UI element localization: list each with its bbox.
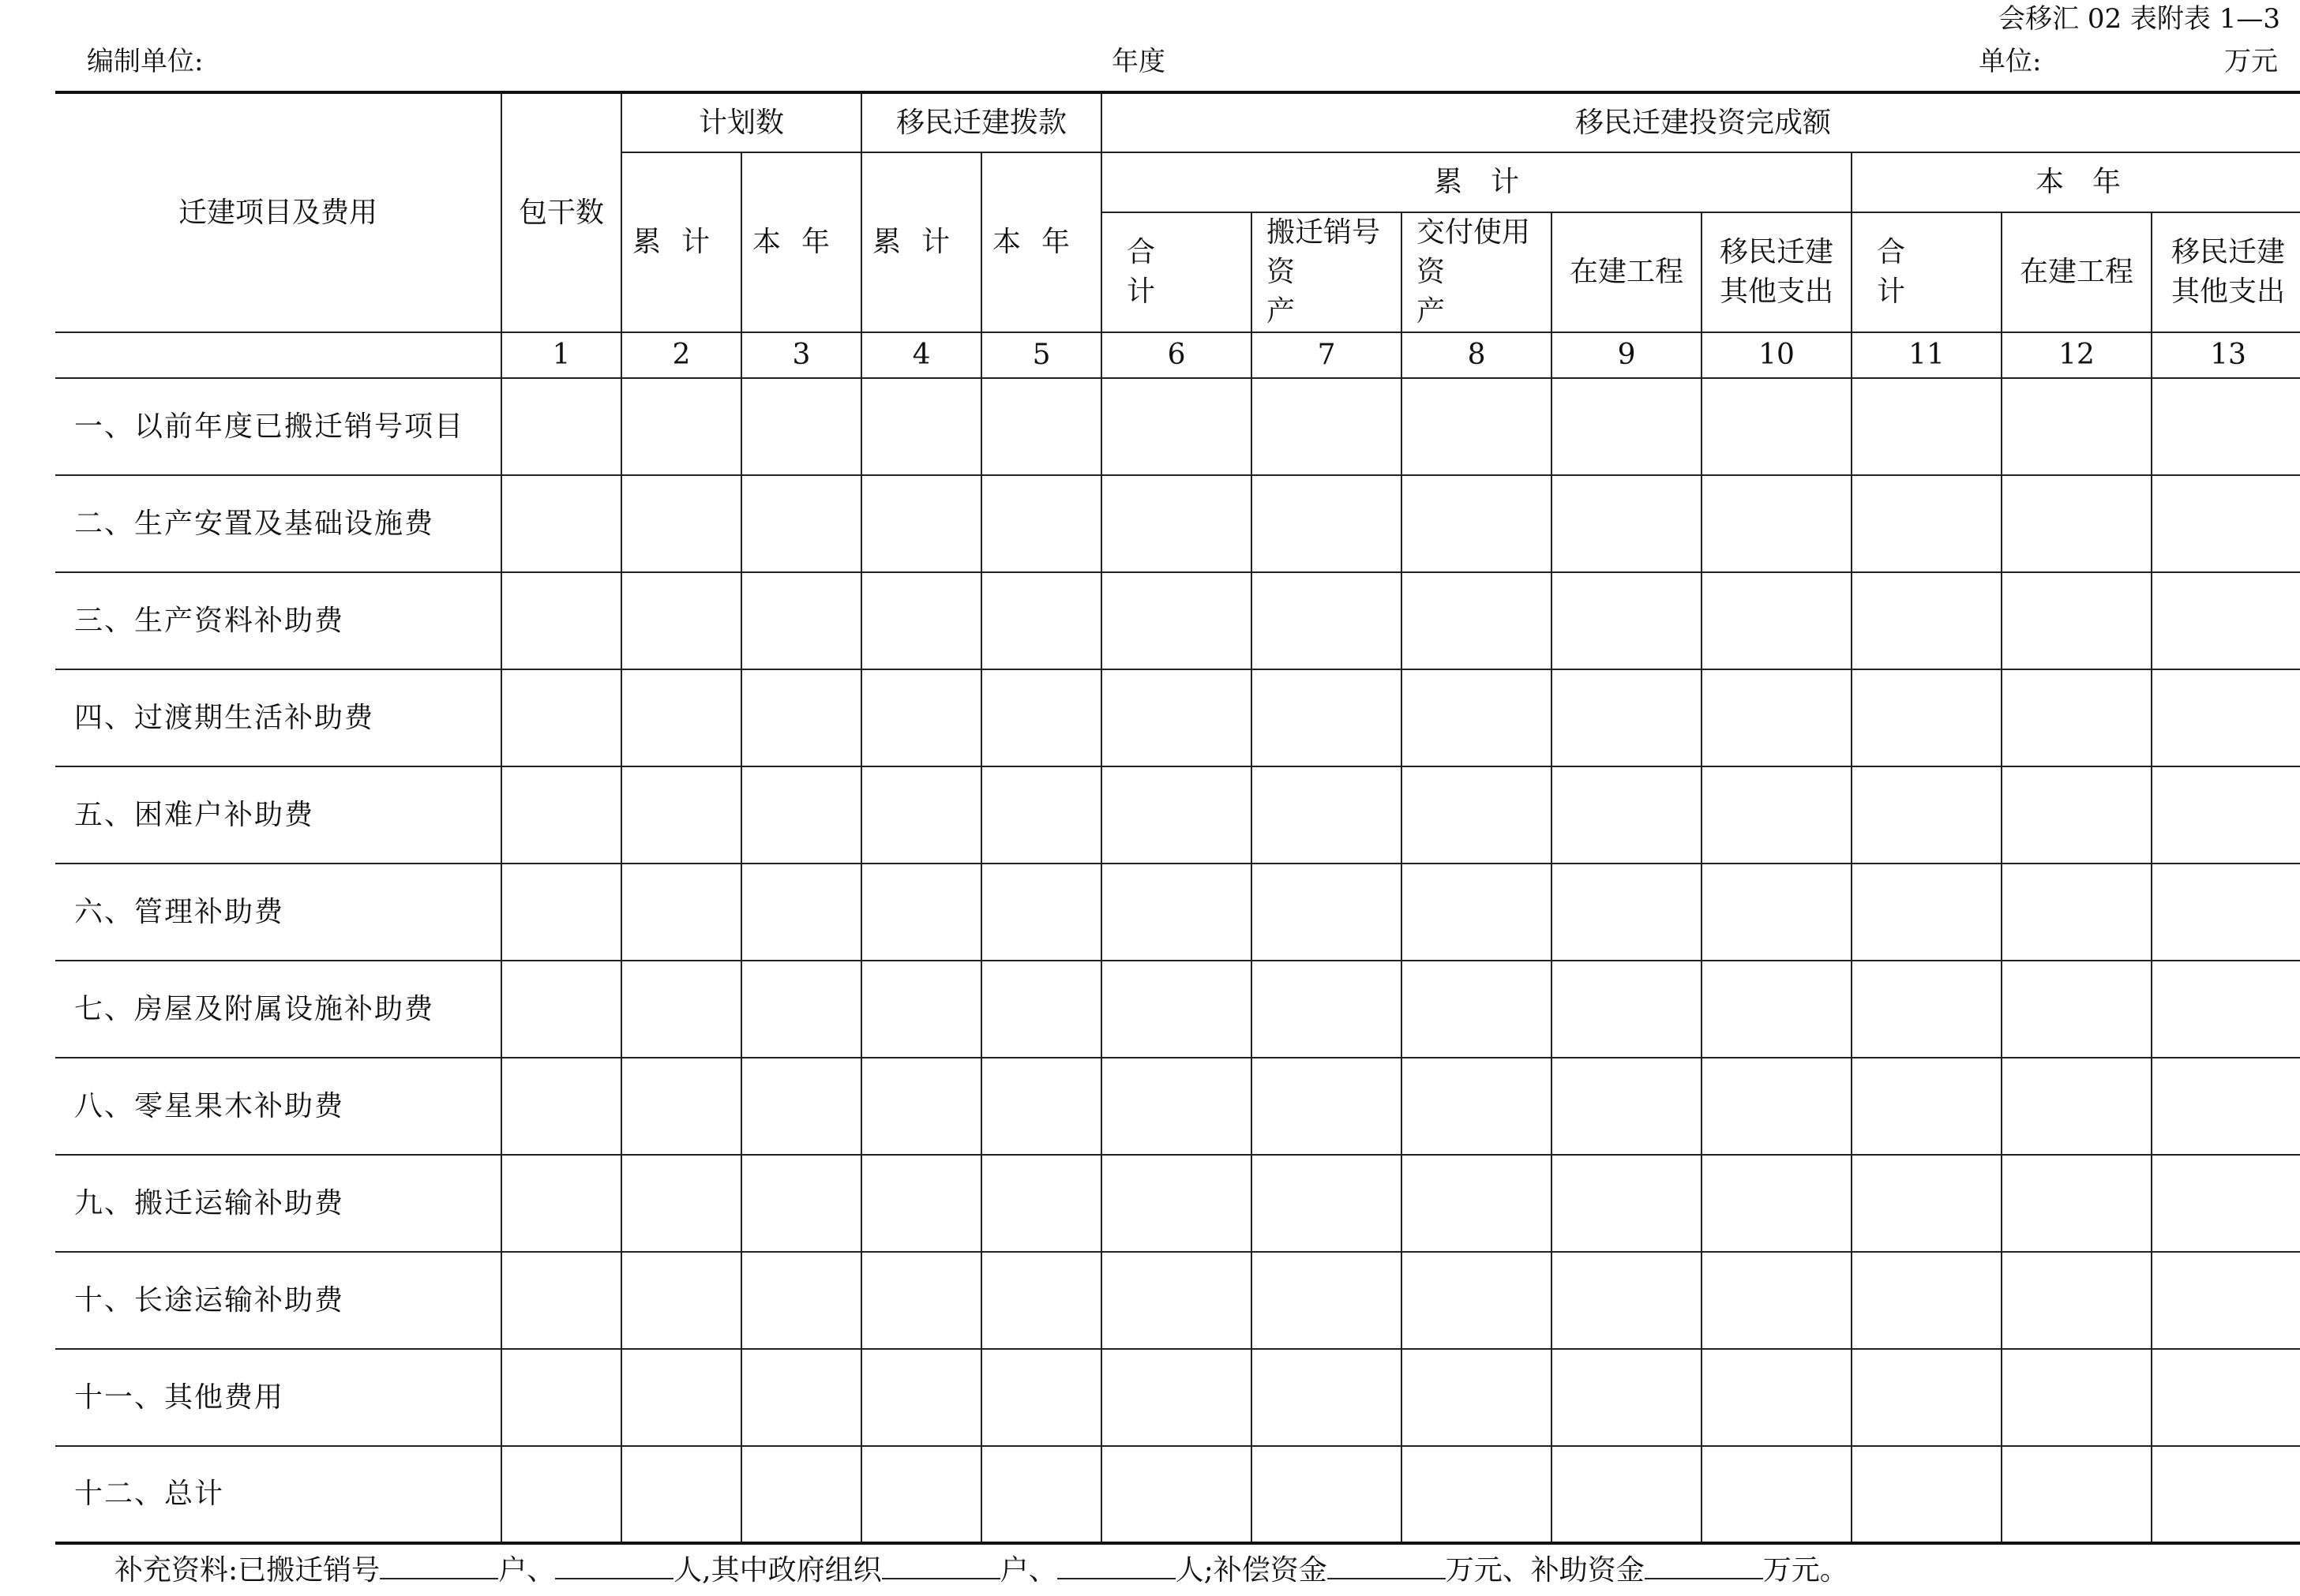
data-cell[interactable] [501,1155,621,1252]
cum-other-line1: 移民迁建 [1720,236,1834,268]
table-row [55,961,2300,1058]
data-cell[interactable] [2002,572,2152,669]
data-cell[interactable] [1702,1446,1852,1543]
data-cell[interactable] [861,1349,981,1446]
data-cell[interactable] [861,378,981,475]
data-cell[interactable] [981,378,1101,475]
table-row [55,1252,2300,1349]
data-cell[interactable] [621,961,741,1058]
blank-gov-people[interactable] [1057,1554,1176,1579]
year-label: 年度 [1112,46,1165,77]
data-cell[interactable] [1401,1446,1551,1543]
data-cell[interactable] [621,1155,741,1252]
table-row [55,1446,2300,1543]
data-cell[interactable] [1702,572,1852,669]
header-year-other [2152,212,2300,332]
header-baogan: 包干数 [501,92,621,332]
data-cell[interactable] [861,669,981,766]
data-cell[interactable] [621,1252,741,1349]
column-number: 11 [1852,332,2002,378]
data-cell[interactable] [741,864,861,961]
row-label: 十二、总计 [55,1446,501,1543]
header-plan-year: 本年 [741,152,861,332]
row-label: 九、搬迁运输补助费 [55,1155,501,1252]
data-cell[interactable] [1852,1058,2002,1155]
data-cell[interactable] [1702,1349,1852,1446]
data-cell[interactable] [741,1349,861,1446]
data-cell[interactable] [1852,961,2002,1058]
data-cell[interactable] [2002,766,2152,864]
row-label: 二、生产安置及基础设施费 [55,475,501,572]
data-cell[interactable] [2152,1058,2300,1155]
data-cell[interactable] [981,475,1101,572]
data-cell[interactable] [861,1446,981,1543]
header-year-total: 合计 [1852,212,2002,332]
data-cell[interactable] [981,669,1101,766]
data-cell[interactable] [2152,864,2300,961]
data-cell[interactable] [1101,1252,1251,1349]
header-investment: 移民迁建投资完成额 [1101,92,2300,152]
column-number: 12 [2002,332,2152,378]
data-cell[interactable] [1401,669,1551,766]
data-cell[interactable] [2152,1155,2300,1252]
data-cell[interactable] [2002,1349,2152,1446]
data-cell[interactable] [981,766,1101,864]
data-cell[interactable] [2152,475,2300,572]
data-cell[interactable] [621,572,741,669]
data-cell[interactable] [2152,669,2300,766]
data-cell[interactable] [1702,475,1852,572]
blank-subsidy-funds[interactable] [1645,1554,1763,1579]
data-cell[interactable] [2002,475,2152,572]
data-cell[interactable] [1551,766,1702,864]
data-cell[interactable] [1551,1446,1702,1543]
data-cell[interactable] [861,1155,981,1252]
data-cell[interactable] [2002,1446,2152,1543]
year-other-line1: 移民迁建 [2171,236,2286,268]
data-cell[interactable] [1401,1349,1551,1446]
header-plan-cum: 累计 [621,152,741,332]
data-cell[interactable] [1101,572,1251,669]
data-cell[interactable] [1401,1252,1551,1349]
data-cell[interactable] [2152,1349,2300,1446]
data-cell[interactable] [861,864,981,961]
data-cell[interactable] [1401,864,1551,961]
data-cell[interactable] [981,1252,1101,1349]
form-code: 会移汇 02 表附表 1—3 [1998,3,2280,35]
report-table [55,91,2300,1545]
data-cell[interactable] [501,1446,621,1543]
data-cell[interactable] [1101,475,1251,572]
data-cell[interactable] [2152,378,2300,475]
data-cell[interactable] [1551,1058,1702,1155]
header-alloc-cum: 累计 [861,152,981,332]
data-cell[interactable] [1251,1058,1401,1155]
data-cell[interactable] [741,669,861,766]
data-cell[interactable] [1551,378,1702,475]
data-cell[interactable] [1702,766,1852,864]
data-cell[interactable] [1251,378,1401,475]
header-allocation: 移民迁建拨款 [861,92,1101,152]
table-row [55,378,2300,475]
data-cell[interactable] [501,1058,621,1155]
data-cell[interactable] [1251,572,1401,669]
data-cell[interactable] [621,864,741,961]
data-cell[interactable] [621,475,741,572]
data-cell[interactable] [1702,961,1852,1058]
data-cell[interactable] [1401,475,1551,572]
data-cell[interactable] [621,1349,741,1446]
data-cell[interactable] [861,766,981,864]
data-cell[interactable] [1401,961,1551,1058]
delivered-assets-line2: 资产 [1416,256,1525,328]
data-cell[interactable] [2002,961,2152,1058]
data-cell[interactable] [1852,766,2002,864]
blank-households-relocated[interactable] [380,1554,498,1579]
table-body [55,378,2300,1543]
header-alloc-year: 本年 [981,152,1101,332]
data-cell[interactable] [741,378,861,475]
data-cell[interactable] [1702,1155,1852,1252]
column-number: 7 [1251,332,1401,378]
data-cell[interactable] [1251,1446,1401,1543]
data-cell[interactable] [1101,1155,1251,1252]
data-cell[interactable] [501,475,621,572]
header-cumulative-group: 累 计 [1101,152,1852,212]
row-label: 七、房屋及附属设施补助费 [55,961,501,1058]
data-cell[interactable] [1101,1058,1251,1155]
table-row [55,1058,2300,1155]
footer-text-5: 人;补偿资金 [1175,1554,1327,1587]
cum-other-line2: 其他支出 [1720,275,1834,308]
data-cell[interactable] [1101,669,1251,766]
data-cell[interactable] [2152,1252,2300,1349]
header-current-year-group: 本 年 [1852,152,2300,212]
data-cell[interactable] [1852,475,2002,572]
header-delivered-assets [1401,212,1551,332]
header-cum-total: 合计 [1101,212,1251,332]
column-number: 1 [501,332,621,378]
header-cum-other [1702,212,1852,332]
data-cell[interactable] [1551,1155,1702,1252]
data-cell[interactable] [501,766,621,864]
data-cell[interactable] [861,475,981,572]
data-cell[interactable] [741,1058,861,1155]
data-cell[interactable] [1852,1252,2002,1349]
data-cell[interactable] [1551,961,1702,1058]
data-cell[interactable] [1101,1446,1251,1543]
data-cell[interactable] [2002,1155,2152,1252]
table-row [55,669,2300,766]
data-cell[interactable] [1251,864,1401,961]
column-number-row [55,332,2300,378]
data-cell[interactable] [501,572,621,669]
data-cell[interactable] [2152,1446,2300,1543]
row-label: 一、以前年度已搬迁销号项目 [55,378,501,475]
data-cell[interactable] [2002,864,2152,961]
data-cell[interactable] [621,378,741,475]
data-cell[interactable] [2152,572,2300,669]
data-cell[interactable] [1251,669,1401,766]
data-cell[interactable] [1251,1252,1401,1349]
footer-text-4: 户、 [1000,1554,1057,1587]
unit-value: 万元 [2224,46,2278,77]
table-row [55,766,2300,864]
data-cell[interactable] [741,1446,861,1543]
data-cell[interactable] [1251,1349,1401,1446]
data-cell[interactable] [1852,378,2002,475]
data-cell[interactable] [1551,1349,1702,1446]
data-cell[interactable] [621,1058,741,1155]
data-cell[interactable] [501,378,621,475]
header-relocated-assets [1251,212,1401,332]
data-cell[interactable] [741,1252,861,1349]
data-cell[interactable] [1551,864,1702,961]
column-number: 8 [1401,332,1551,378]
row-label: 八、零星果木补助费 [55,1058,501,1155]
data-cell[interactable] [741,572,861,669]
data-cell[interactable] [1551,669,1702,766]
data-cell[interactable] [1101,864,1251,961]
column-number: 3 [741,332,861,378]
data-cell[interactable] [1852,1349,2002,1446]
row-label: 十一、其他费用 [55,1349,501,1446]
data-cell[interactable] [981,1446,1101,1543]
data-cell[interactable] [1101,961,1251,1058]
column-number: 13 [2152,332,2300,378]
footer-text-2: 户、 [498,1554,556,1587]
data-cell[interactable] [1401,766,1551,864]
data-cell[interactable] [1401,572,1551,669]
data-cell[interactable] [1101,1349,1251,1446]
blank-people-relocated[interactable] [555,1554,673,1579]
data-cell[interactable] [861,1058,981,1155]
data-cell[interactable] [621,669,741,766]
table-row [55,864,2300,961]
data-cell[interactable] [1101,766,1251,864]
data-cell[interactable] [861,961,981,1058]
column-number-blank [55,332,501,378]
data-cell[interactable] [1702,1058,1852,1155]
data-cell[interactable] [981,1058,1101,1155]
blank-compensation-funds[interactable] [1327,1554,1446,1579]
data-cell[interactable] [501,864,621,961]
data-cell[interactable] [2002,1252,2152,1349]
data-cell[interactable] [1852,864,2002,961]
row-label: 五、困难户补助费 [55,766,501,864]
data-cell[interactable] [1251,961,1401,1058]
data-cell[interactable] [2152,961,2300,1058]
data-cell[interactable] [1251,1155,1401,1252]
data-cell[interactable] [1702,1252,1852,1349]
row-label: 四、过渡期生活补助费 [55,669,501,766]
data-cell[interactable] [1852,572,2002,669]
data-cell[interactable] [981,961,1101,1058]
data-cell[interactable] [981,1349,1101,1446]
data-cell[interactable] [741,766,861,864]
data-cell[interactable] [1702,669,1852,766]
row-label: 六、管理补助费 [55,864,501,961]
data-cell[interactable] [981,864,1101,961]
header-year-in-progress: 在建工程 [2002,212,2152,332]
data-cell[interactable] [501,1252,621,1349]
data-cell[interactable] [1702,864,1852,961]
data-cell[interactable] [1551,1252,1702,1349]
column-number: 10 [1702,332,1852,378]
data-cell[interactable] [861,1252,981,1349]
footer-text-7: 万元。 [1762,1554,1848,1587]
unit-label: 单位: [1979,46,2042,77]
data-cell[interactable] [1852,669,2002,766]
data-cell[interactable] [1251,766,1401,864]
table-row [55,1349,2300,1446]
data-cell[interactable] [741,1155,861,1252]
data-cell[interactable] [1702,378,1852,475]
data-cell[interactable] [2152,766,2300,864]
org-label: 编制单位: [87,46,204,77]
supplementary-info [114,1553,1848,1588]
data-cell[interactable] [2002,669,2152,766]
header-item: 迁建项目及费用 [55,92,501,332]
data-cell[interactable] [861,572,981,669]
footer-text-1: 补充资料:已搬迁销号 [114,1554,381,1587]
data-cell[interactable] [501,961,621,1058]
data-cell[interactable] [2002,1058,2152,1155]
data-cell[interactable] [741,961,861,1058]
year-other-line2: 其他支出 [2171,275,2286,308]
data-cell[interactable] [1852,1155,2002,1252]
column-number: 6 [1101,332,1251,378]
column-number: 5 [981,332,1101,378]
column-number: 9 [1551,332,1702,378]
header-plan: 计划数 [621,92,861,152]
column-number: 4 [861,332,981,378]
data-cell[interactable] [1551,475,1702,572]
data-cell[interactable] [1401,1155,1551,1252]
table-row [55,1155,2300,1252]
data-cell[interactable] [621,766,741,864]
data-cell[interactable] [501,669,621,766]
data-cell[interactable] [2002,378,2152,475]
delivered-assets-line1: 交付使用 [1416,216,1531,249]
data-cell[interactable] [1401,378,1551,475]
data-cell[interactable] [1551,572,1702,669]
header-cum-in-progress: 在建工程 [1551,212,1702,332]
data-cell[interactable] [621,1446,741,1543]
footer-text-6: 万元、补助资金 [1445,1554,1645,1587]
data-cell[interactable] [981,1155,1101,1252]
data-cell[interactable] [741,475,861,572]
table-row [55,475,2300,572]
data-cell[interactable] [1101,378,1251,475]
row-label: 十、长途运输补助费 [55,1252,501,1349]
data-cell[interactable] [1251,475,1401,572]
row-label: 三、生产资料补助费 [55,572,501,669]
relocated-assets-line2: 资产 [1266,256,1375,328]
data-cell[interactable] [501,1349,621,1446]
relocated-assets-line1: 搬迁销号 [1266,216,1381,249]
column-number: 2 [621,332,741,378]
table-row [55,572,2300,669]
data-cell[interactable] [981,572,1101,669]
blank-gov-households[interactable] [882,1554,1000,1579]
data-cell[interactable] [1852,1446,2002,1543]
data-cell[interactable] [1401,1058,1551,1155]
footer-text-3: 人,其中政府组织 [673,1554,882,1587]
